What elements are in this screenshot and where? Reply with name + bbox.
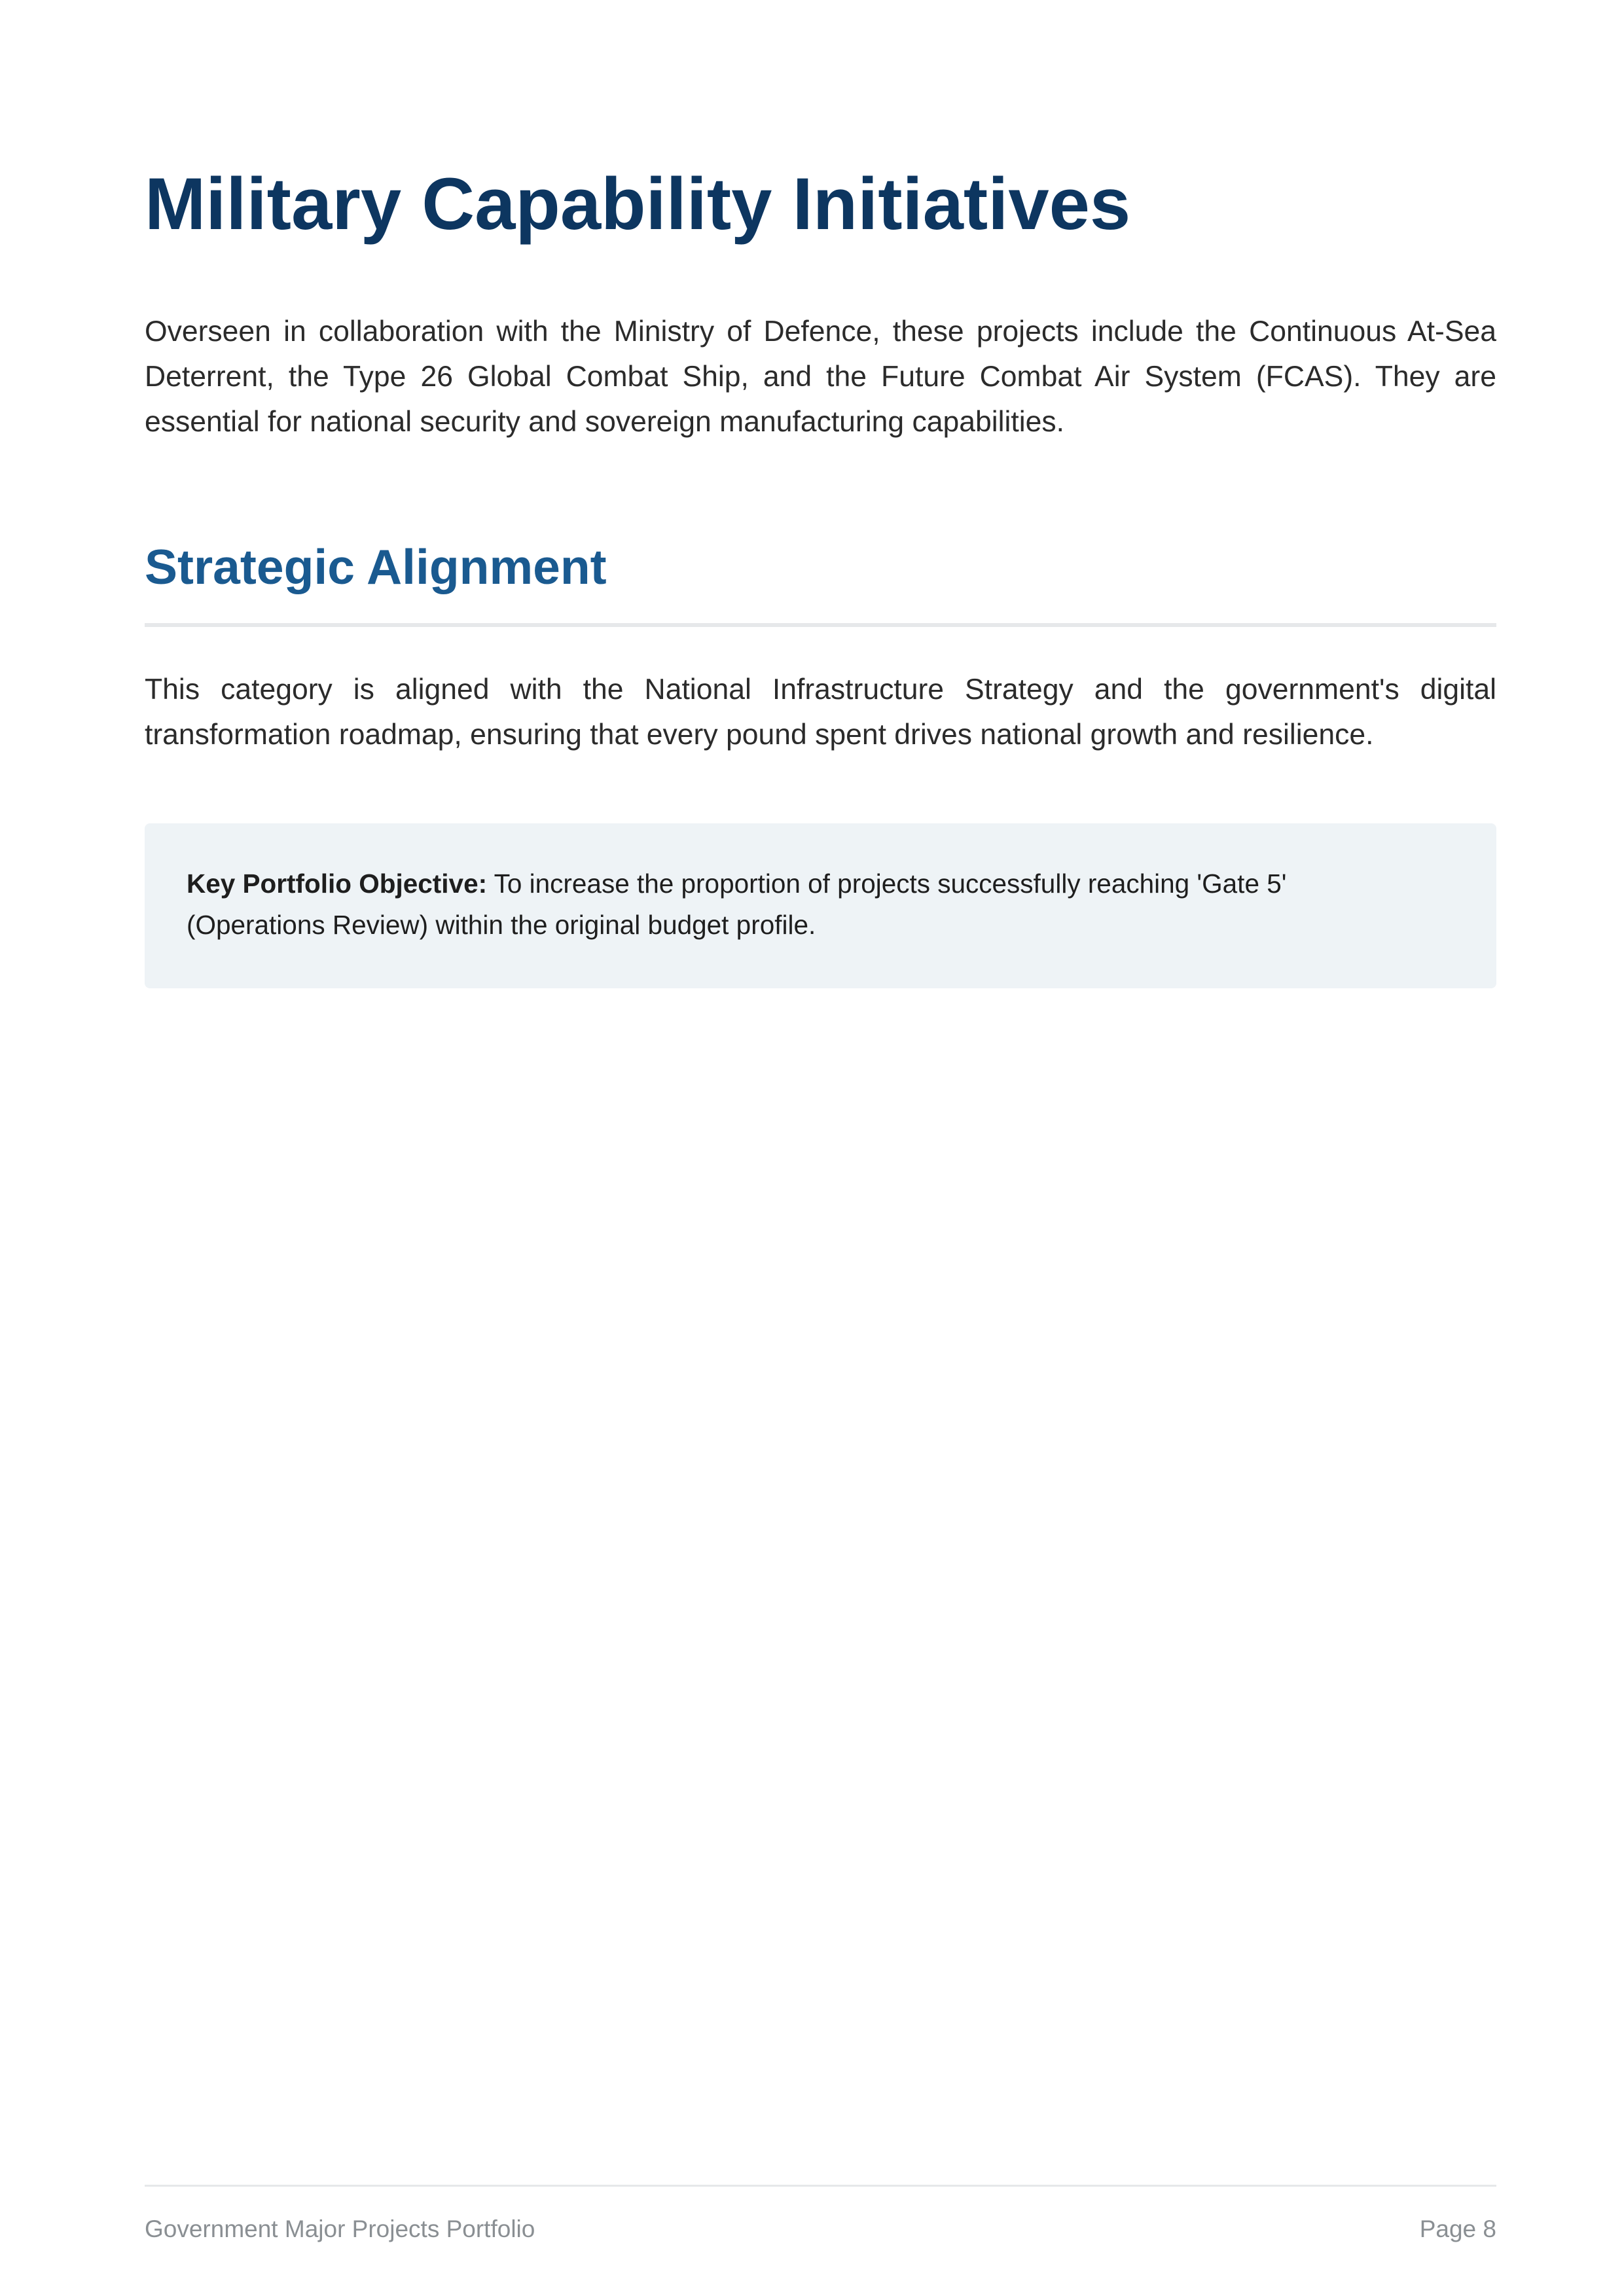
- callout-text: [187, 863, 1312, 946]
- footer-document-title: Government Major Projects Portfolio: [145, 2215, 535, 2242]
- footer-divider: [145, 2185, 1496, 2187]
- callout-body: To increase the proportion of projects successfully reaching 'Gate 5' (Operations Review) within the original budget profile.: [187, 869, 1287, 940]
- callout-label: Key Portfolio Objective:: [187, 869, 488, 899]
- section-paragraph: This category is aligned with the National Infrastructure Strategy and the government's digital transformation roadmap, ensuring that every pound spent drives national growth and resilience.: [145, 673, 1496, 751]
- section-heading: Strategic Alignment: [145, 539, 607, 594]
- page-title: Military Capability Initiatives: [145, 163, 1131, 245]
- objective-callout: [145, 823, 1496, 988]
- intro-paragraph: Overseen in collaboration with the Ministry of Defence, these projects include the Continuous At-Sea Deterrent, the Type 26 Global Combat Ship, and the Future Combat Air System (FCAS). They are essential for national security and sovereign manufacturing capabilities.: [145, 315, 1496, 438]
- footer-page-number: Page 8: [1419, 2215, 1496, 2242]
- section-divider: [145, 623, 1496, 627]
